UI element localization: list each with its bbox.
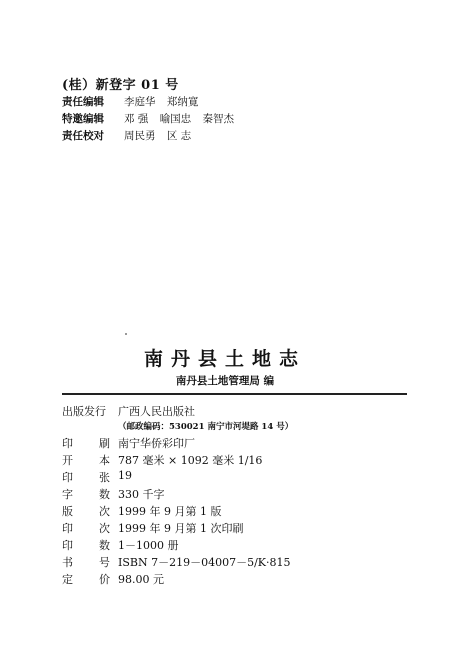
staff-role: 责任编辑 — [62, 96, 104, 108]
staff-name: 区 志 — [166, 130, 192, 142]
registration-number: (桂）新登字 01 号 — [62, 78, 179, 93]
divider-rule — [62, 393, 407, 395]
staff-role: 特邀编辑 — [62, 113, 104, 125]
staff-name: 邓 强 — [124, 113, 149, 125]
print-run-label: 印 数 — [62, 539, 110, 552]
print-run-value: 1－1000 册 — [118, 539, 179, 552]
scan-speck — [125, 333, 127, 335]
price-label: 定 价 — [62, 573, 110, 586]
printer-value: 南宁华侨彩印厂 — [118, 437, 195, 450]
book-title: 南丹县土地志 — [143, 348, 306, 370]
staff-name: 李庭华 — [124, 96, 156, 108]
staff-name: 喻国忠 — [159, 113, 192, 125]
impression-label: 印 次 — [62, 522, 110, 535]
impression-value: 1999 年 9 月第 1 次印刷 — [118, 522, 244, 535]
edition-value: 1999 年 9 月第 1 版 — [118, 505, 222, 518]
words-value: 330 千字 — [118, 488, 165, 501]
staff-row — [62, 111, 242, 128]
publisher-label: 出版发行 — [62, 405, 106, 418]
isbn-label: 书 号 — [62, 556, 110, 569]
format-label: 开 本 — [62, 454, 110, 467]
publisher-value: 广西人民出版社 — [118, 405, 195, 418]
printer-label: 印 刷 — [62, 437, 110, 450]
isbn-value: ISBN 7－219－04007－5/K·815 — [118, 556, 291, 569]
staff-row — [62, 94, 242, 111]
staff-row — [62, 128, 242, 145]
publisher-address: （邮政编码：530021 南宁市河堤路 14 号） — [118, 422, 294, 432]
book-editor: 南丹县土地管理局 编 — [175, 375, 275, 387]
staff-role: 责任校对 — [62, 130, 104, 142]
staff-names — [124, 128, 199, 145]
staff-name: 秦智杰 — [202, 113, 235, 125]
price-value: 98.00 元 — [118, 573, 164, 586]
staff-names — [124, 94, 206, 111]
staff-name: 周民勇 — [124, 130, 156, 142]
format-value: 787 毫米 × 1092 毫米 1/16 — [118, 454, 263, 467]
edition-label: 版 次 — [62, 505, 110, 518]
sheets-label: 印 张 — [62, 471, 110, 484]
words-label: 字 数 — [62, 488, 110, 501]
sheets-value: 19 — [118, 469, 132, 482]
staff-name: 郑纳寛 — [166, 96, 199, 108]
staff-names — [124, 111, 242, 128]
staff-credits — [62, 94, 242, 145]
